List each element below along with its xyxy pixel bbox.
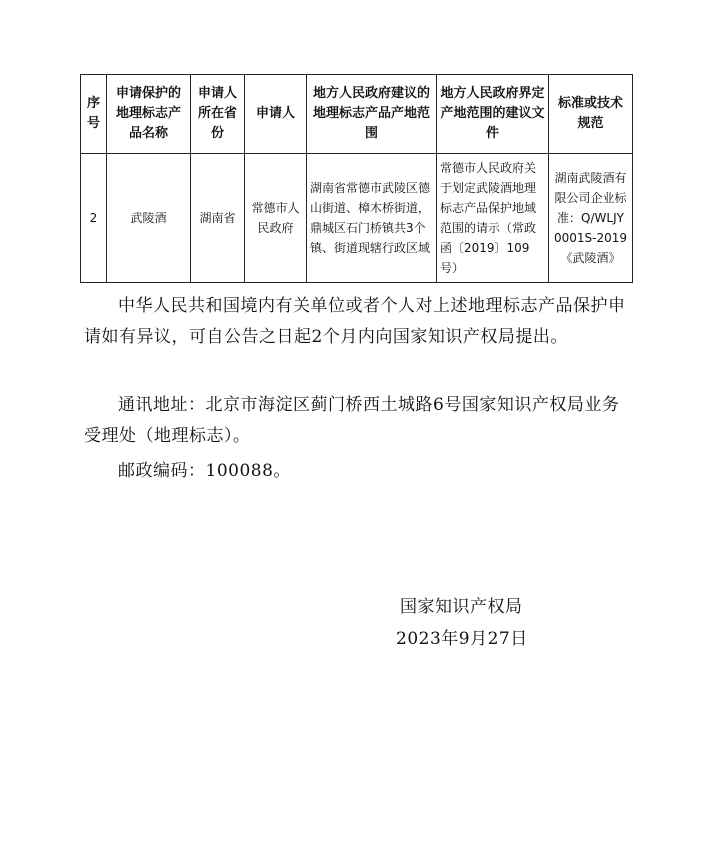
cell-serial-number: 2 — [81, 154, 107, 283]
cell-origin-area: 湖南省常德市武陵区德山街道、樟木桥街道，鼎城区石门桥镇共3个镇、街道现辖行政区域 — [307, 154, 437, 283]
cell-proposal-document: 常德市人民政府关于划定武陵酒地理标志产品保护地域范围的请示（常政函〔2019〕109号） — [437, 154, 549, 283]
table-header-row — [81, 75, 633, 154]
cell-applicant: 常德市人民政府 — [245, 154, 307, 283]
address-paragraph: 通讯地址：北京市海淀区蓟门桥西土城路6号国家知识产权局业务受理处（地理标志）。 — [84, 395, 620, 446]
postcode-paragraph: 邮政编码：100088。 — [118, 461, 291, 481]
cell-product-name: 武陵酒 — [107, 154, 191, 283]
cell-standard: 湖南武陵酒有限公司企业标准：Q/WLJY 0001S-2019《武陵酒》 — [549, 154, 633, 283]
cell-province: 湖南省 — [191, 154, 245, 283]
issue-date: 2023年9月27日 — [396, 629, 528, 649]
header-province: 申请人所在省份 — [191, 75, 245, 154]
header-product-name: 申请保护的地理标志产品名称 — [107, 75, 191, 154]
header-applicant: 申请人 — [245, 75, 307, 154]
table-row — [81, 154, 633, 283]
issuer-name: 国家知识产权局 — [400, 597, 523, 617]
header-serial-number: 序号 — [81, 75, 107, 154]
header-standard: 标准或技术规范 — [549, 75, 633, 154]
geographical-indication-table — [80, 74, 633, 283]
header-proposal-document: 地方人民政府界定产地范围的建议文件 — [437, 75, 549, 154]
header-origin-area: 地方人民政府建议的地理标志产品产地范围 — [307, 75, 437, 154]
objection-paragraph: 中华人民共和国境内有关单位或者个人对上述地理标志产品保护申请如有异议，可自公告之日起2个月内向国家知识产权局提出。 — [84, 296, 626, 347]
